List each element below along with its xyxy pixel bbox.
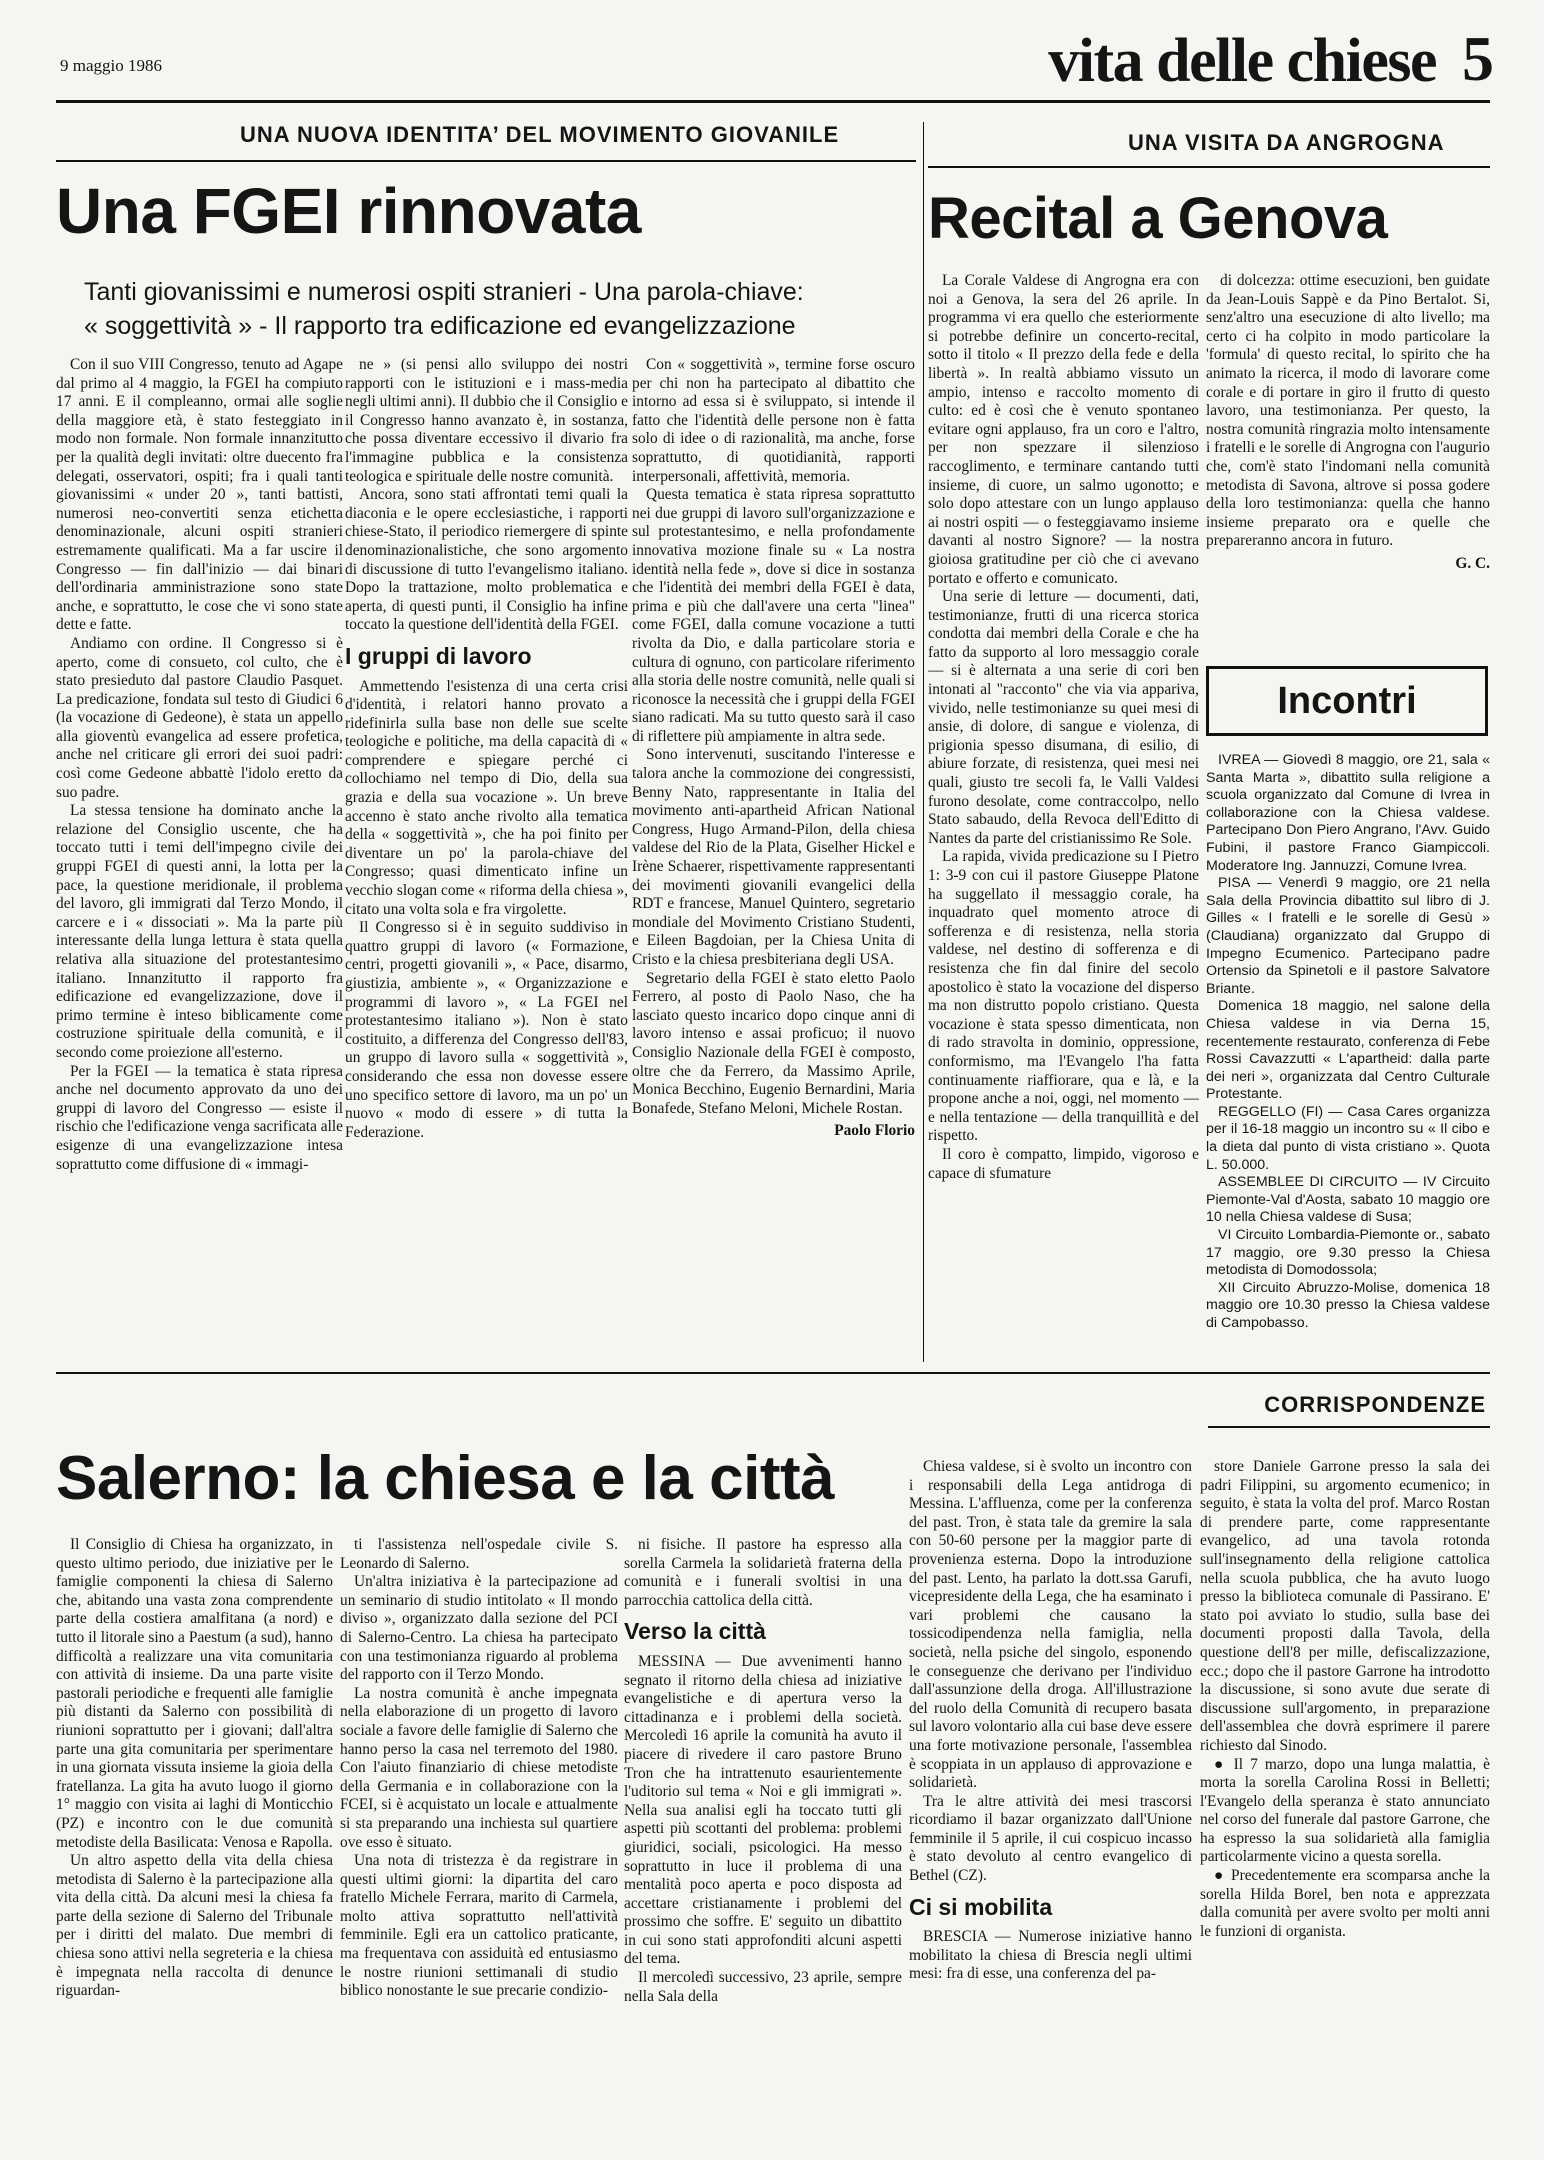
paragraph: La rapida, vivida predicazione su I Pietro 1: 3-9 con cui il pastore Giuseppe Platone ha suggellato il messaggio corale, ha inquadrato quel momento atroce di sofferenza e di resistenza, nella storia valdese, nel destino di sofferenza e di resistenza che fin dal finire del secolo apostolico è stato la vocazione del disperso ma non distrutto popolo cristiano. Questa vocazione è stata spesso dimenticata, non di rado stravolta in dominio, oppressione, conformismo, ma l'Evangelo l'ha fatta continuamente riaffiorare, qua e là, e la propone anche a noi, oggi, nel momento — e nella tentazione — della tranquillità e del rispetto.: [928, 848, 1199, 1145]
genova-author: G. C.: [1455, 554, 1490, 572]
paragraph: Con il suo VIII Congresso, tenuto ad Agape dal primo al 4 maggio, la FGEI ha compiuto 17 anni. E il compleanno, ormai alle soglie della maggiore età, è stato festeggiato in modo non formale. Non formale innanzitutto per la qualità degli invitati: oltre duecento fra delegati, osservatori, ospiti; fra i quali tanti giovanissimi « under 20 », tanti battisti, numerosi neo-convertiti senza etichetta denominazionale, alcuni ospiti stranieri estremamente qualificati. Ma a far uscire il Congresso — fin dall'inizio — dai binari dell'ordinaria amministrazione sono state anche, e soprattutto, le cose che vi sono state dette e fatte.: [56, 356, 343, 634]
fgei-section-heading: I gruppi di lavoro: [345, 642, 532, 669]
paragraph: La stessa tensione ha dominato anche la relazione del Consiglio uscente, che ha toccato tutti i temi dell'impegno civile dei gruppi FGEI di questi anni, la lotta per la pace, la questione meridionale, il problema del lavoro, gli immigrati dal Terzo Mondo, il carcere e i « dissociati ». Ma la parte più interessante della lunga lettura è stata quella relativa alla situazione del protestantesimo italiano. Innanzitutto il rapporto fra edificazione ed evangelizzazione, dove il primo termine è inteso biblicamente come costruzione spirituale della comunità, e il secondo come proiezione all'esterno.: [56, 802, 343, 1061]
corrispondenze-label-rule: [1208, 1426, 1490, 1428]
salerno-headline: Salerno: la chiesa e la città: [56, 1444, 835, 1513]
fgei-kicker: UNA NUOVA IDENTITA’ DEL MOVIMENTO GIOVANILE: [240, 122, 840, 147]
paragraph: Ammettendo l'esistenza di una certa crisi d'identità, i relatori hanno provato a ridefinirla sulla base non delle sue scelte teologiche e politiche, ma della capacità di « comprendere e spiegare perché ci collochiamo nel tempo di Dio, della sua grazia e della sua vocazione ». Un breve accenno è stato anche rivolto alla tematica della « soggettività », che ha poi finito per diventare un po' la parola-chiave del Congresso; quasi dimenticato infine un vecchio slogan come « riforma della chiesa », citato una volta sola e fra virgolette.: [345, 677, 628, 918]
genova-kicker: UNA VISITA DA ANGROGNA: [1128, 130, 1445, 155]
salerno-column-3: [624, 1536, 902, 2136]
paragraph: La Corale Valdese di Angrogna era con noi a Genova, la sera del 26 aprile. In programma vi era quello che esteriormente si potrebbe definire un concerto-recital, sotto il titolo « Il prezzo della fede e della libertà ». In realtà abbiamo vissuto un ampio, intenso e raccolto momento di culto: ed è così che è venuto spontaneo evitare ogni applauso, fra un coro e l'altro, per non spezzare il silenzioso raccoglimento, e terminare cantando tutti insieme, di cuore, un salmo ugonotto; e solo dopo attestare con un lungo applauso ai nostri ospiti — o festeggiavamo insieme davanti al nostro Signore? — la nostra gioiosa gratitudine per ciò che ci avevano portato e offerto e comunicato.: [928, 272, 1199, 587]
corrispondenze-label: CORRISPONDENZE: [1264, 1392, 1486, 1417]
paragraph: Il mercoledì successivo, 23 aprile, sempre nella Sala della: [624, 1969, 902, 2005]
paragraph: Il Consiglio di Chiesa ha organizzato, in questo ultimo periodo, due iniziative per le famiglie componenti la chiesa di Salerno che, abitando una vasta zona comprendente parte della costiera amalfitana (a nord) e tutto il litorale sino a Paestum (a sud), hanno difficoltà a realizzare una vita comunitaria con attività di insieme. Da una parte visite pastorali periodiche e frequenti alle famiglie più distanti da Salerno con possibilità di riunioni soprattutto per i giovani; dall'altra parte una gita comunitaria per sperimentare in una giornata vissuta insieme la gioia della fratellanza. La gita ha avuto luogo il giorno 1° maggio con visita ai laghi di Monticchio (PZ) e incontro con le due comunità metodiste della Basilicata: Venosa e Rapolla.: [56, 1536, 333, 1851]
fgei-subhead-2: « soggettività » - Il rapporto tra edificazione ed evangelizzazione: [84, 312, 796, 340]
paragraph: store Daniele Garrone presso la sala dei padri Filippini, su argomento ecumenico; in seguito, è stata la volta del prof. Marco Rostan di prendere parte, come rappresentante evangelico, ad una tavola rotonda sull'insegnamento della religione cattolica nella scuola pubblica, che ha avuto luogo presso la biblioteca comunale di Passirano. E' stato poi avviato lo studio, sulla base dei documenti proposti dalla Tavola, della questione dell'8 per mille, defiscalizzazione, ecc.; dopo che il pastore Garrone ha introdotto la discussione, si sono avute due serate di discussione sull'argomento, in preparazione dell'assemblea che dovrà esprimere il parere richiesto dal Sinodo.: [1200, 1458, 1490, 1754]
paragraph: di dolcezza: ottime esecuzioni, ben guidate da Jean-Louis Sappè e da Pino Bertalot. Si, senz'altro una esecuzione di alto livello; ma certo ci ha colpito in modo particolare la 'formula' di questo recital, lo spirito che ha animato la ricerca, il modo di lavorare come corale e di portare in giro il frutto di questo lavoro, una testimonianza. Per questo, la nostra comunità ringrazia molto intensamente i fratelli e le sorelle di Angrogna con l'augurio che, com'è stato l'indomani nella comunità metodista di Savona, altrove si possa godere della loro testimonianza: quella che hanno insieme preparato ora e quelle che prepareranno ancora in futuro.: [1206, 272, 1490, 550]
genova-headline: Recital a Genova: [928, 186, 1388, 251]
list-item: PISA — Venerdì 9 maggio, ore 21 nella Sala della Provincia dibattito sul libro di J. Gilles « I fratelli e le sorelle di Gesù » (Claudiana) organizzato dal Gruppo di Impegno Ecumenico. Partecipano padre Ortensio da Spinetoli e il pastore Salvatore Briante.: [1206, 875, 1490, 997]
paragraph: Sono intervenuti, suscitando l'interesse e talora anche la commozione dei congressisti, Benny Nato, rappresentante in Italia del movimento anti-apartheid African National Congress, Hugo Armand-Pilon, della chiesa valdese del Rio de la Plata, Giselher Hickel e Irène Schaerer, rispettivamente rappresentanti dei movimenti giovanili evangelici della RDT e francese, Manuel Quintero, segretario mondiale del Movimento Cristiano Studenti, e Eileen Bagdoian, per la Chiesa Unita di Cristo e la chiesa presbiteriana degli USA.: [632, 746, 915, 968]
genova-column-2: [1206, 272, 1490, 642]
paragraph: Segretario della FGEI è stato eletto Paolo Ferrero, al posto di Paolo Naso, che ha lasciato questo incarico dopo cinque anni di lavoro intenso e assai proficuo; il nuovo Consiglio Nazionale della FGEI è composto, oltre che da Ferrero, da Massimo Aprile, Monica Becchino, Eugenio Bernardini, Maria Bonafede, Stefano Meloni, Michele Rostan.: [632, 969, 915, 1117]
vertical-divider: [923, 122, 924, 1362]
paragraph: Chiesa valdese, si è svolto un incontro con i responsabili della Lega antidroga di Messina. L'affluenza, come per la conferenza del past. Tron, è stata tale da gremire la sala con 50-60 persone per la maggior parte di provenienza esterna. Dopo la introduzione del past. Lento, ha parlato la dott.ssa Garufi, vicepresidente della Lega, che ha esaminato i vari problemi che causano la tossicodipendenza nella famiglia, nella società, nella psiche del singolo, esponendo le conseguenze che derivano per l'individuo dall'assunzione della droga. All'illustrazione del ruolo della Comunità di recupero basata sul lavoro volontario alla cui base deve essere una forte motivazione personale, l'assemblea è scoppiata in un applauso di approvazione e solidarietà.: [909, 1458, 1192, 1792]
page-number: 5: [1462, 23, 1494, 94]
issue-date: 9 maggio 1986: [60, 56, 162, 75]
fgei-column-2: [345, 356, 628, 1322]
verso-heading: Verso la città: [624, 1618, 766, 1645]
fgei-column-1: [56, 356, 343, 1322]
section-rule: [56, 1372, 1490, 1374]
paragraph: Per la FGEI — la tematica è stata ripresa anche nel documento approvato da uno dei gruppi di lavoro del Congresso — esiste il rischio che l'edificazione venga sacrificata alle esigenze di una evangelizzazione intesa soprattutto come diffusione di « immagi-: [56, 1062, 343, 1173]
paragraph: MESSINA — Due avvenimenti hanno segnato il ritorno della chiesa ad iniziative evangelistiche e di apertura verso la cittadinanza e i problemi della società. Mercoledì 16 aprile la comunità ha avuto il piacere di rivedere il caro pastore Bruno Tron che ha intrattenuto esaurientemente l'uditorio sul tema « Noi e gli immigrati ». Nella sua analisi egli ha toccato tutti gli aspetti più scottanti del problema: problemi giuridici, sociali, psicologici. Ha messo soprattutto in luce il problema di una mentalità poco aperta e poco disposta ad accettare cristianamente i problemi del prossimo che soffre. E' seguito un dibattito in cui sono stati approfonditi alcuni aspetti del tema.: [624, 1652, 902, 1968]
paragraph: ne » (si pensi allo sviluppo dei nostri rapporti con le istituzioni e i mass-media negli ultimi anni). Il dubbio che il Consiglio e il Congresso hanno avanzato è, in sostanza, che possa diventare eccessivo il divario fra l'immagine pubblica e la consistenza teologica e spirituale delle nostre comunità.: [345, 356, 628, 485]
salerno-column-1: [56, 1536, 333, 2136]
list-item: REGGELLO (FI) — Casa Cares organizza per il 16-18 maggio un incontro su « Il cibo e la dieta dal punto di vista cristiano ». Quota L. 50.000.: [1206, 1103, 1490, 1173]
paragraph: BRESCIA — Numerose iniziative hanno mobilitato la chiesa di Brescia negli ultimi mesi: fra di esse, una conferenza del pa-: [909, 1928, 1192, 1983]
paragraph: Andiamo con ordine. Il Congresso si è aperto, come di consueto, col culto, che è stato presieduto dal pastore Claudio Pasquet. La predicazione, fondata sul testo di Giudici 6 (la vocazione di Gedeone), è stata un appello alla gioventù evangelica ad essere profetica, anche nel criticare gli errori dei suoi padri: così come Gedeone abbattè l'idolo eretto da suo padre.: [56, 634, 343, 801]
masthead-rule: [56, 100, 1490, 103]
paragraph: Questa tematica è stata ripresa soprattutto nei due gruppi di lavoro sull'organizzazione e sul protestantesimo, e nella profondamente innovativa mozione finale su « La nostra identità nella fede », dove si dice in sostanza che l'identità dei membri della FGEI è data, prima e più che dall'avere una certa "linea" come FGEI, dalla comune vocazione a tutti rivolta da Dio, e dalla particolare storia e cultura di ognuno, con particolare riferimento alla storia delle nostre comunità, nelle quali si riconosce la necessità che i gruppi della FGEI siano radicati. Ma su tutto questo sarà il caso di riflettere più ampiamente in altra sede.: [632, 486, 915, 745]
paragraph: Con « soggettività », termine forse oscuro per chi non ha partecipato al dibattito che intorno ad essa si è sviluppato, si intende il fatto che l'identità delle persone non è fatta solo di idee o di razionalità, ma anche, forse soprattutto, di quotidianità, rapporti interpersonali, affettività, memoria.: [632, 356, 915, 485]
list-item: XII Circuito Abruzzo-Molise, domenica 18 maggio ore 10.30 presso la Chiesa valdese di Campobasso.: [1206, 1279, 1490, 1331]
fgei-headline: Una FGEI rinnovata: [56, 175, 641, 247]
salerno-column-4: [909, 1458, 1192, 2138]
paragraph: Ancora, sono stati affrontati temi quali la diaconia e le opere ecclesiastiche, i rapporti chiese-Stato, il periodico riemergere di spinte denominazionalistiche, che sono argomento di discussione di tutto l'evangelismo italiano. Dopo la trattazione, molto problematica e aperta, di questi punti, il Consiglio ha infine toccato la questione dell'identità della FGEI.: [345, 486, 628, 634]
paragraph: Un altro aspetto della vita della chiesa metodista di Salerno è la partecipazione alla vita della città. Da alcuni mesi la chiesa fa parte della sezione di Salerno del Tribunale per i diritti del malato. Due membri di chiesa sono attivi nella segreteria e la chiesa è impegnata nella raccolta di denunce riguardan-: [56, 1852, 333, 2000]
salerno-column-5: [1200, 1458, 1490, 2138]
paragraph: La nostra comunità è anche impegnata nella elaborazione di un progetto di lavoro sociale a favore delle famiglie di Salerno che hanno perso la casa nel terremoto del 1980. Con l'aiuto finanziario di chiese metodiste della Germania e in collaborazione con la FCEI, si è acquistato un locale e attualmente si sta preparando una inchiesta sul quartiere ove esso è situato.: [340, 1684, 618, 1851]
paragraph: Una nota di tristezza è da registrare in questi ultimi giorni: la dipartita del caro fratello Michele Ferrara, marito di Carmela, molto attiva soprattutto nell'attività femminile. Egli era un cattolico praticante, ma frequentava con assiduità ed entusiasmo le nostre riunioni settimanali di studio biblico nonostante le sue precarie condizio-: [340, 1852, 618, 2000]
paragraph: Il coro è compatto, limpido, vigoroso e capace di sfumature: [928, 1145, 1199, 1182]
genova-kicker-rule: [928, 166, 1490, 168]
paragraph: Una serie di letture — documenti, dati, testimonianze, frutti di una ricerca storica condotta dai membri della Corale e che ha fatto da supporto al loro messaggio corale — si è alternata a una serie di cori ben intonati al "racconto" che via via appariva, vivido, nelle testimonianze su quei mesi di ansie, di dolore, di sangue e violenza, di prigionia spesso disumana, di esilio, di abiure forzate, di resistenza, quei mesi nei quali, giusto tre secoli fa, le Valli Valdesi furono desolate, come contraccolpo, nello Stato sabaudo, della Revoca dell'Editto di Nantes da parte del cristianissimo Re Sole.: [928, 588, 1199, 847]
fgei-kicker-rule: [56, 160, 916, 162]
paragraph: Un'altra iniziativa è la partecipazione ad un seminario di studio intitolato « Il mondo diviso », organizzato dalla sezione del PCI di Salerno-Centro. La chiesa ha partecipato con una testimonianza riguardo al problema del rapporto con il Terzo Mondo.: [340, 1573, 618, 1684]
paragraph: ni fisiche. Il pastore ha espresso alla sorella Carmela la solidarietà fraterna della comunità e i funerali svoltisi in una parrocchia cattolica della città.: [624, 1536, 902, 1609]
incontri-list: [1206, 752, 1490, 1358]
fgei-subhead-1: Tanti giovanissimi e numerosi ospiti stranieri - Una parola-chiave:: [84, 278, 804, 306]
fgei-column-3: [632, 356, 915, 1322]
paragraph: ● Precedentemente era scomparsa anche la sorella Hilda Borel, ben nota e apprezzata dalla comunità per avere svolto per molti anni le funzioni di organista.: [1200, 1867, 1490, 1940]
paragraph: Il Congresso si è in seguito suddiviso in quattro gruppi di lavoro (« Formazione, centri, progetti giovanili », « Pace, disarmo, giustizia, ambiente », « Organizzazione e programmi di lavoro », « La FGEI nel protestantesimo italiano »). Non è stato costituito, a differenza del Congresso dell'83, un gruppo di lavoro sulla « soggettività », considerando che essa non dovesse essere uno specifico settore di lavoro, ma un po' un nuovo « modo di essere » di tutta la Federazione.: [345, 919, 628, 1141]
list-item: VI Circuito Lombardia-Piemonte or., sabato 17 maggio, ore 9.30 presso la Chiesa metodista di Domodossola;: [1206, 1227, 1490, 1279]
genova-column-1: [928, 272, 1199, 1362]
salerno-column-2: [340, 1536, 618, 2136]
paragraph: ● Il 7 marzo, dopo una lunga malattia, è morta la sorella Carolina Rossi in Belletti; l'Evangelo della speranza è stato annunciato nel corso del funerale dal pastore Garrone, che ha espresso la sua solidarietà alla famiglia particolarmente vicino a questa sorella.: [1200, 1755, 1490, 1866]
fgei-author: Paolo Florio: [834, 1122, 915, 1140]
list-item: IVREA — Giovedì 8 maggio, ore 21, sala « Santa Marta », dibattito sulla religione a scuola organizzato dal Comune di Ivrea in collaborazione con la Chiesa valdese. Partecipano Don Piero Angrano, l'Avv. Guido Fubini, il pastore Franco Giampiccoli. Moderatore Ing. Jannuzzi, Comune Ivrea.: [1206, 752, 1490, 874]
mobilita-heading: Ci si mobilita: [909, 1893, 1053, 1920]
section-title: vita delle chiese: [1048, 27, 1436, 95]
incontri-box: [1206, 666, 1488, 736]
list-item: ASSEMBLEE DI CIRCUITO — IV Circuito Piemonte-Val d'Aosta, sabato 10 maggio ore 10 nella Chiesa valdese di Susa;: [1206, 1174, 1490, 1226]
paragraph: ti l'assistenza nell'ospedale civile S. Leonardo di Salerno.: [340, 1536, 618, 1572]
list-item: Domenica 18 maggio, nel salone della Chiesa valdese in via Derna 15, recentemente restaurato, conferenza di Febe Rossi Cavazzutti « L'apartheid: dalla parte dei neri », organizzata dal Centro Culturale Protestante.: [1206, 998, 1490, 1103]
incontri-title: Incontri: [1277, 679, 1417, 722]
paragraph: Tra le altre attività dei mesi trascorsi ricordiamo il bazar organizzato dall'Unione femminile il 5 aprile, il cui cospicuo incasso è stato devoluto al centro evangelico di Bethel (CZ).: [909, 1792, 1192, 1885]
